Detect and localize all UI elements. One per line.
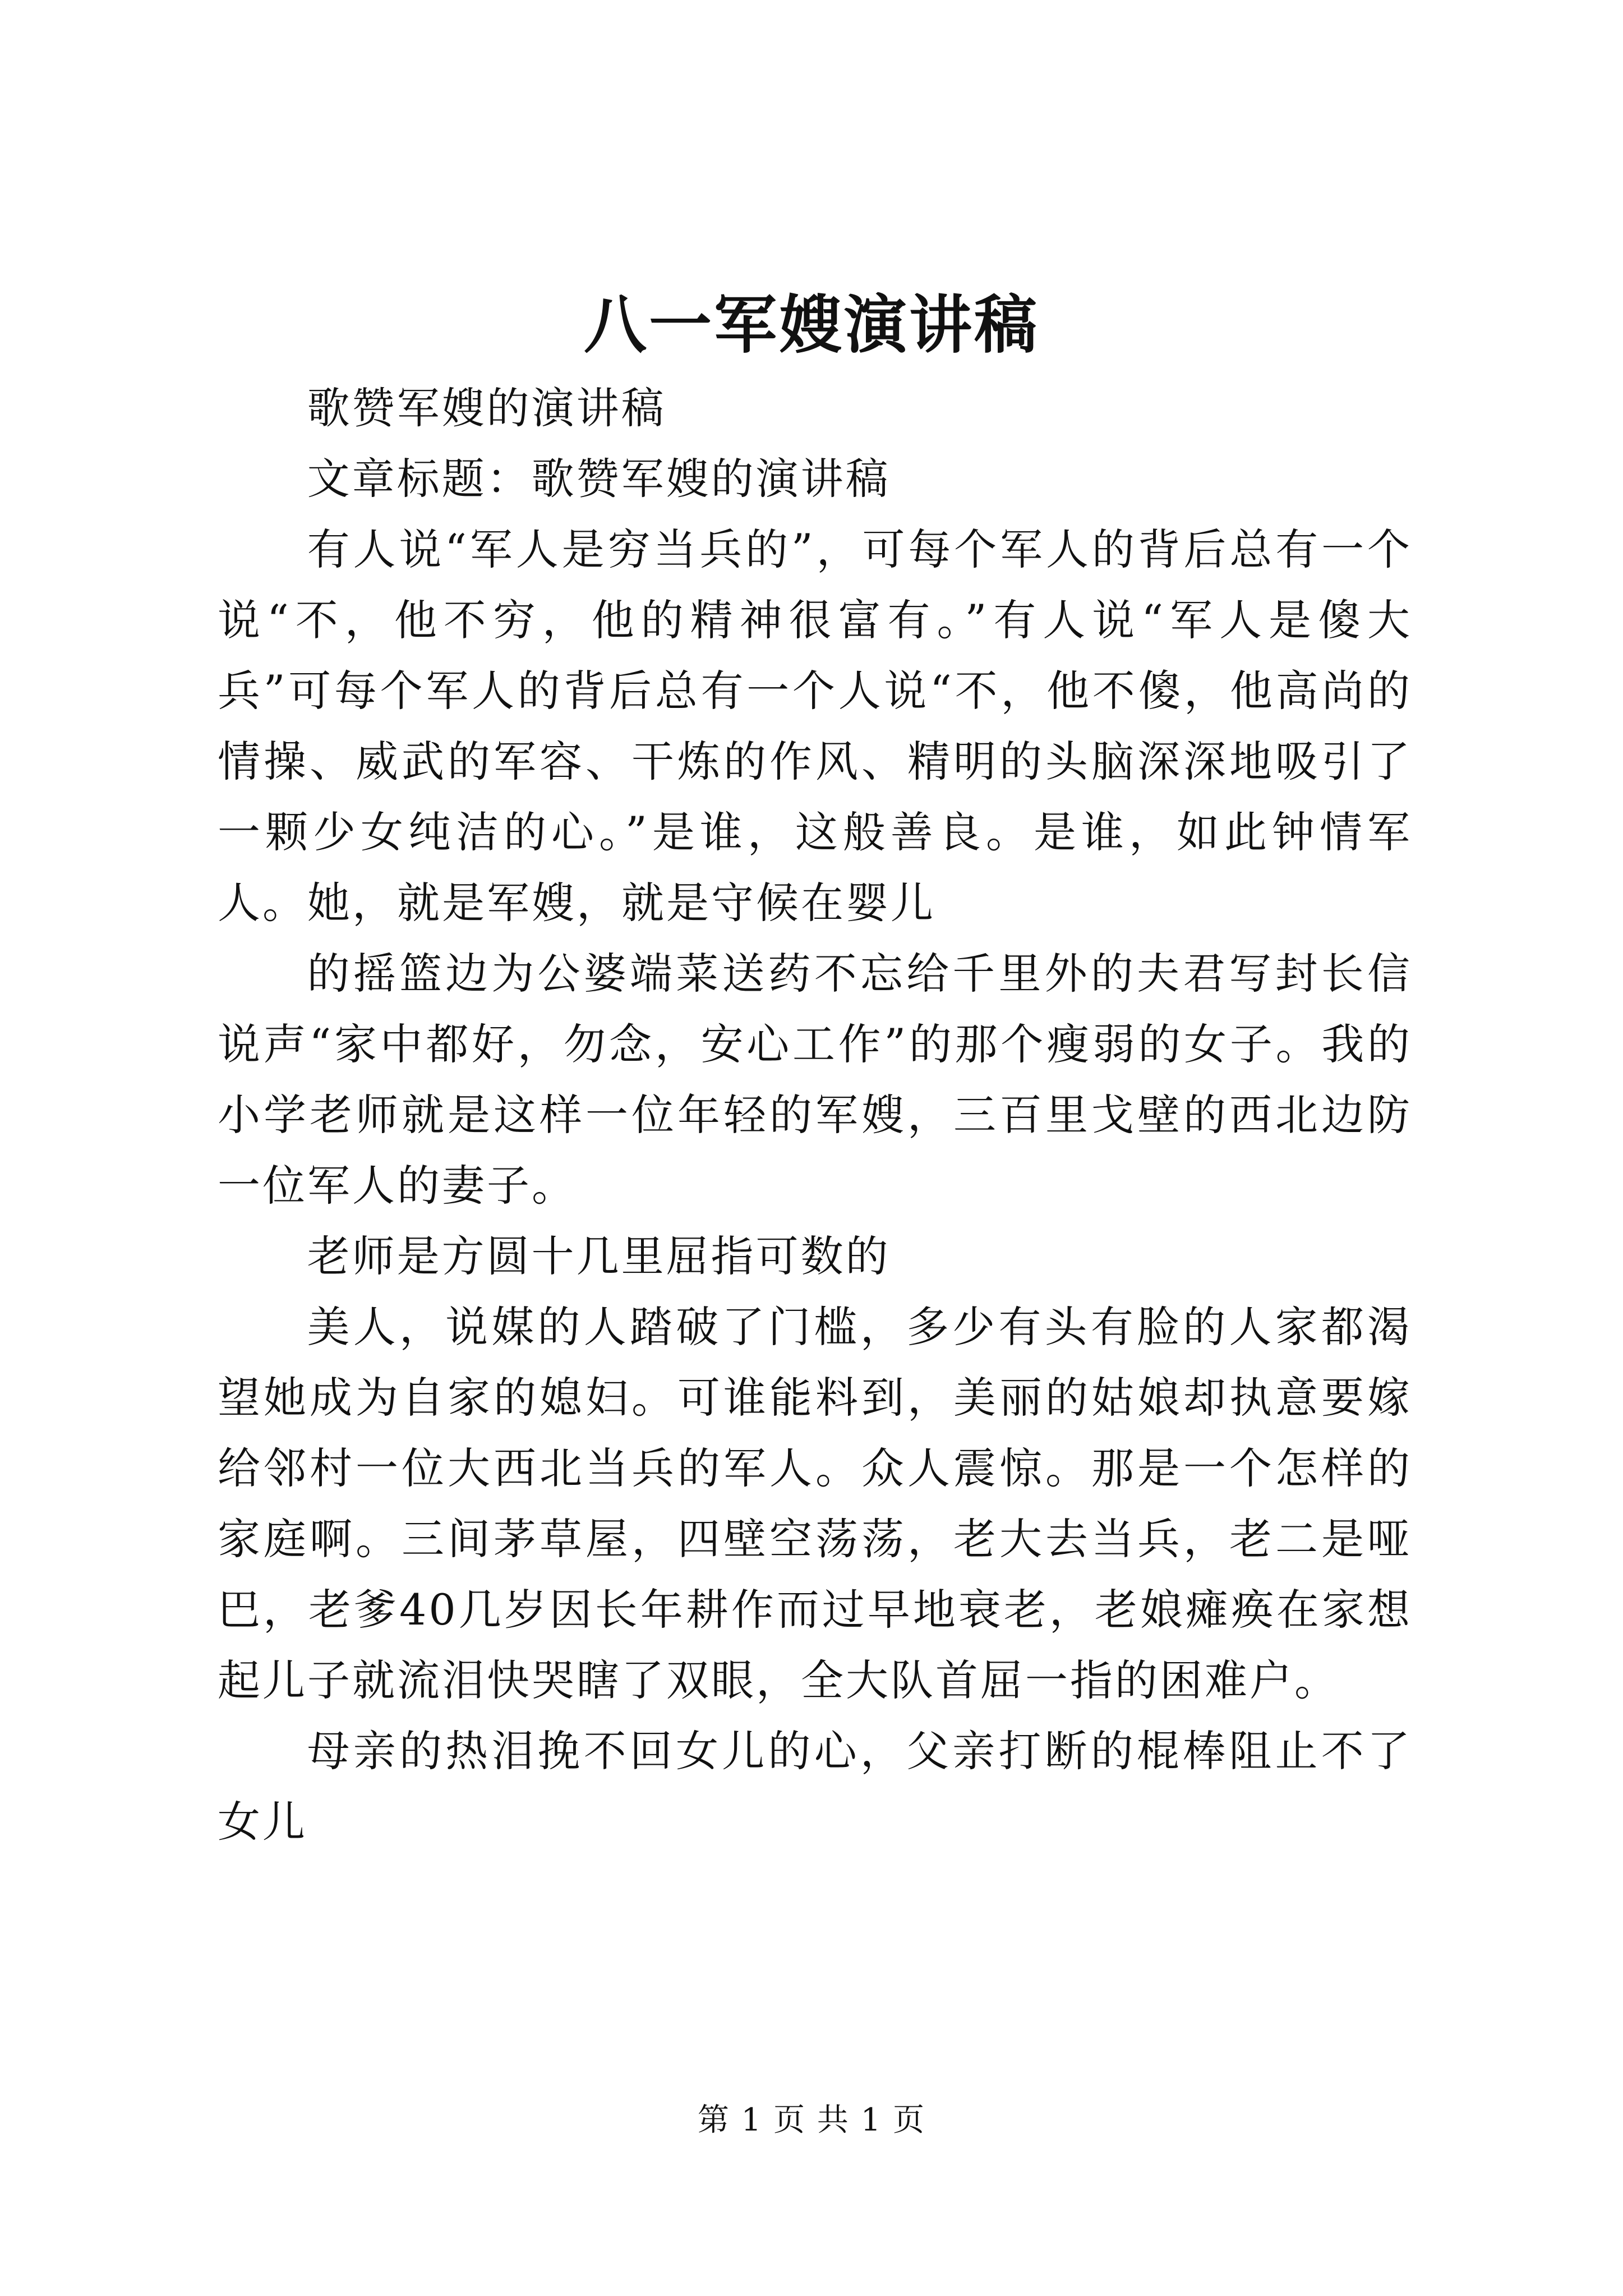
paragraph: 的摇篮边为公婆端菜送药不忘给千里外的夫君写封长信说声“家中都好，勿念，安心工作”的那个瘦弱的女子。我的小学老师就是这样一位年轻的军嫂，三百里戈壁的西北边防一位军人的妻子。 (218, 949, 1412, 1211)
paragraph: 文章标题：歌赞军嫂的演讲稿 (307, 454, 891, 504)
page-footer: 第 1 页 共 1 页 (697, 2102, 926, 2138)
paragraph: 美人，说媒的人踏破了门槛，多少有头有脸的人家都渴望她成为自家的媳妇。可谁能料到，美丽的姑娘却执意要嫁给邻村一位大西北当兵的军人。众人震惊。那是一个怎样的家庭啊。三间茅草屋，四壁空荡荡，老大去当兵，老二是哑巴，老爹40几岁因长年耕作而过早地衰老，老娘瘫痪在家想起儿子就流泪快哭瞎了双眼，全大队首屈一指的困难户。 (218, 1302, 1412, 1705)
document-title: 八一军嫂演讲稿 (584, 288, 1039, 362)
paragraph: 老师是方圆十几里屈指可数的 (307, 1231, 891, 1281)
paragraph: 歌赞军嫂的演讲稿 (307, 383, 666, 433)
paragraph: 有人说“军人是穷当兵的”，可每个军人的背后总有一个说“不，他不穷，他的精神很富有。”有人说“军人是傻大兵”可每个军人的背后总有一个人说“不，他不傻，他高尚的情操、威武的军容、干炼的作风、精明的头脑深深地吸引了一颗少女纯洁的心。”是谁，这般善良。是谁，如此钟情军人。她，就是军嫂，就是守候在婴儿 (218, 524, 1412, 928)
document-body (218, 373, 1412, 1857)
paragraph: 母亲的热泪挽不回女儿的心，父亲打断的棍棒阻止不了女儿 (218, 1726, 1412, 1847)
